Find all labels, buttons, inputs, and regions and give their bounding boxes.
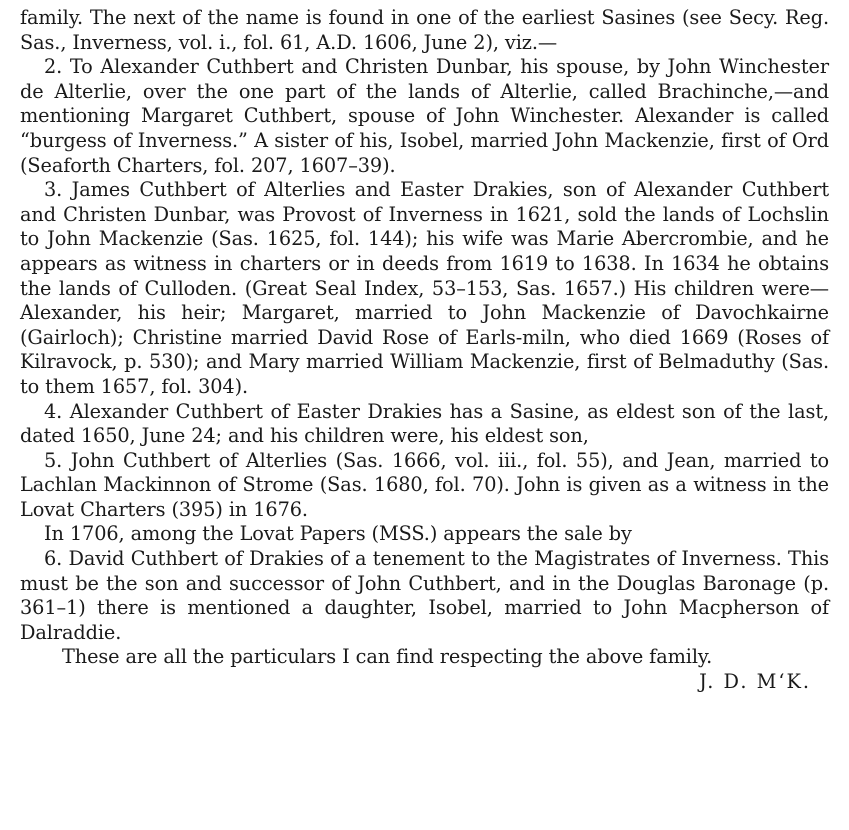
paragraph-6: 6. David Cuthbert of Drakies of a tenement to the Magistrates of Inverness. This must be the son and successor of John Cuthbert, and in the Douglas Baronage (p. 361–1) there is mentioned a daughter, Isobel, married to John Macpherson of Dalraddie. [20, 547, 829, 644]
paragraph-closing: These are all the particulars I can find respecting the above family. [62, 645, 713, 669]
paragraph-2: 2. To Alexander Cuthbert and Christen Dunbar, his spouse, by John Winchester de Alterlie, over the one part of the lands of Alterlie, called Brachinche,—and mentioning Margaret Cuthbert, spouse of John Winchester. Alexander is called “burgess of Inverness.” A sister of his, Isobel, married John Mackenzie, first of Ord (Seaforth Charters, fol. 207, 1607–39). [20, 55, 829, 177]
paragraph-4: 4. Alexander Cuthbert of Easter Drakies has a Sasine, as eldest son of the last, dated 1650, June 24; and his children were, his eldest son, [20, 399, 829, 448]
paragraph-3: 3. James Cuthbert of Alterlies and Easter Drakies, son of Alexander Cuthbert and Christen Dunbar, was Provost of Inverness in 1621, sold the lands of Lochslin to John Mackenzie (Sas. 1625, fol. 144); his wife was Marie Abercrombie, and he appears as witness in charters or in deeds from 1619 to 1638. In 1634 he obtains the lands of Culloden. (Great Seal Index, 53–153, Sas. 1657.) His children were—Alexander, his heir; Margaret, married to John Mackenzie of Davochkairne (Gairloch); Christine married David Rose of Earls-miln, who died 1669 (Roses of Kilravock, p. 530); and Mary married William Mackenzie, first of Belmaduthy (Sas. to them 1657, fol. 304). [20, 178, 829, 398]
signature: J. D. MʻK. [699, 670, 811, 694]
paragraph-1706: In 1706, among the Lovat Papers (MSS.) appears the sale by [44, 522, 632, 546]
document-page [20, 6, 829, 695]
paragraph-5: 5. John Cuthbert of Alterlies (Sas. 1666, vol. iii., fol. 55), and Jean, married to Lachlan Mackinnon of Strome (Sas. 1680, fol. 70). John is given as a witness in the Lovat Charters (395) in 1676. [20, 448, 829, 521]
paragraph-intro: family. The next of the name is found in one of the earliest Sasines (see Secy. Reg. Sas., Inverness, vol. i., fol. 61, A.D. 1606, June 2), viz.— [20, 6, 829, 54]
